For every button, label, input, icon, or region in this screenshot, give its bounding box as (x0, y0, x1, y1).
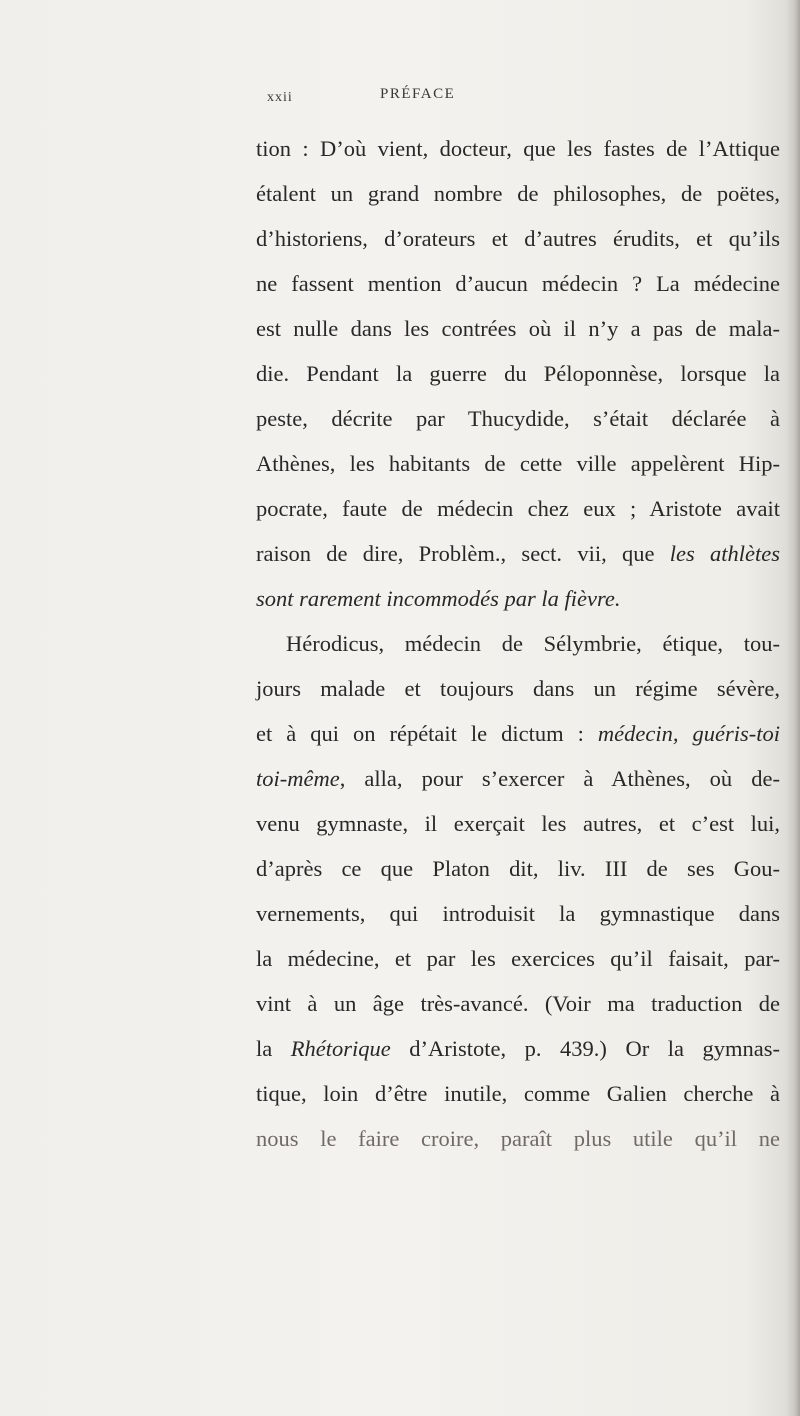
text-line: die. Pendant la guerre du Péloponnèse, lorsque la (256, 361, 780, 386)
page-number: xxii (267, 90, 293, 105)
body-text (256, 126, 780, 1161)
text-line (256, 711, 780, 756)
text-line: vernements, qui introduisit la gymnastique dans (256, 901, 780, 926)
italic-run: médecin, guéris-toi (597, 721, 780, 746)
text-line: vint à un âge très-avancé. (Voir ma traduction de (256, 991, 780, 1016)
text-line (256, 1026, 780, 1071)
text-run: , alla, pour s’exercer à Athènes, où de- (339, 766, 780, 791)
text-line: peste, décrite par Thucydide, s’était déclarée à (256, 406, 780, 431)
text-line: d’après ce que Platon dit, liv. III de ses Gou- (256, 856, 780, 881)
text-line: tique, loin d’être inutile, comme Galien cherche à (256, 1081, 780, 1106)
text-line: venu gymnaste, il exerçait les autres, et c’est lui, (256, 811, 780, 836)
italic-run: toi-même (256, 766, 340, 791)
text-line: étalent un grand nombre de philosophes, de poëtes, (256, 181, 780, 206)
text-line: d’historiens, d’orateurs et d’autres érudits, et qu’ils (256, 226, 780, 251)
text-run: raison de dire, Problèm., sect. vii, que (256, 541, 670, 566)
text-line: Athènes, les habitants de cette ville appelèrent Hip- (256, 451, 780, 476)
text-run: la (256, 1036, 291, 1061)
text-line: jours malade et toujours dans un régime sévère, (256, 676, 780, 701)
text-line (256, 531, 780, 576)
text-line: est nulle dans les contrées où il n’y a pas de mala- (256, 316, 780, 341)
section-title: PRÉFACE (380, 86, 456, 102)
paragraph-first-line: Hérodicus, médecin de Sélymbrie, étique, tou- (286, 631, 780, 656)
text-line: pocrate, faute de médecin chez eux ; Aristote avait (256, 496, 780, 521)
page-edge-shadow (786, 0, 800, 1416)
text-line (256, 576, 780, 621)
text-run: et à qui on répétait le dictum : (256, 721, 598, 746)
text-line: tion : D’où vient, docteur, que les fastes de l’Attique (256, 136, 780, 161)
text-line: la médecine, et par les exercices qu’il faisait, par- (256, 946, 780, 971)
text-line (256, 756, 780, 801)
italic-run: sont rarement incommodés par la fièvre. (256, 586, 621, 611)
running-head (0, 86, 800, 110)
text-line: nous le faire croire, paraît plus utile qu’il ne (256, 1126, 780, 1151)
italic-run: les athlètes (669, 541, 781, 566)
text-line: ne fassent mention d’aucun médecin ? La médecine (256, 271, 780, 296)
text-run: d’Aristote, p. 439.) Or la gymnas- (390, 1036, 780, 1061)
italic-run: Rhétorique (290, 1036, 391, 1061)
